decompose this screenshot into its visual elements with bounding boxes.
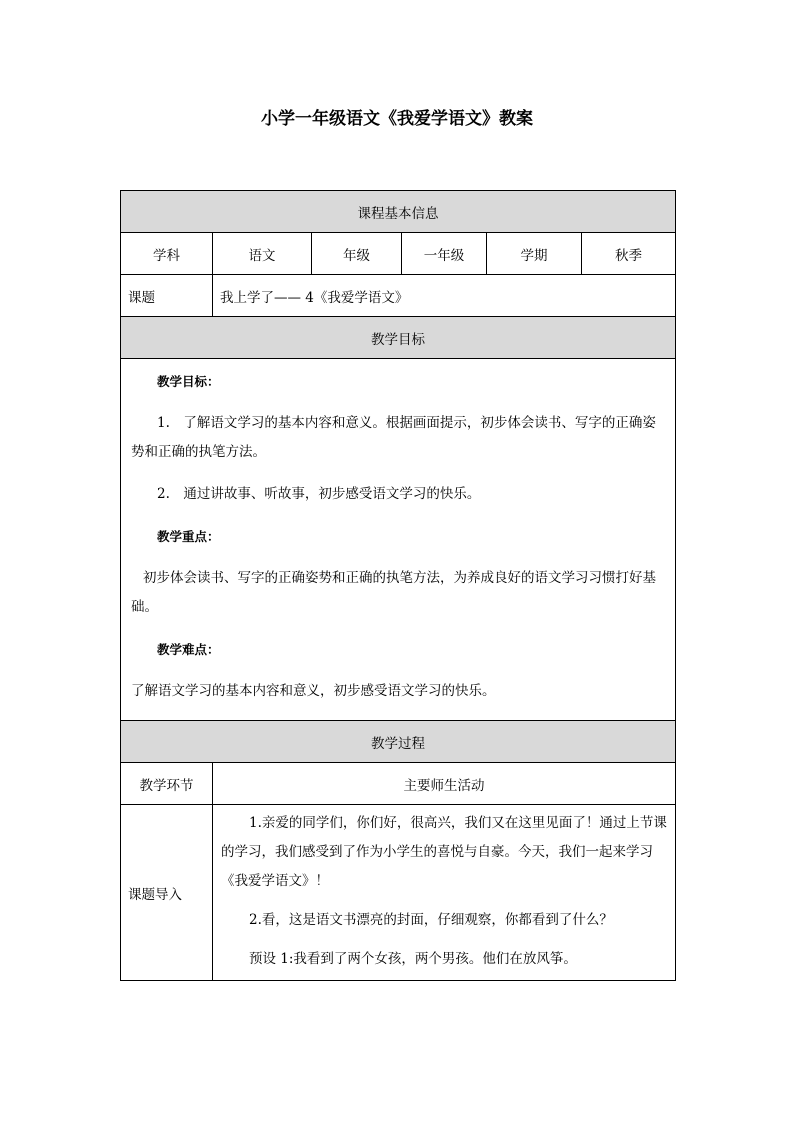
- document-title: 小学一年级语文《我爱学语文》教案: [261, 109, 533, 129]
- activity-column-header: 主要师生活动: [213, 763, 676, 805]
- goals-cell: [121, 359, 676, 721]
- basic-info-header: 课程基本信息: [121, 191, 676, 233]
- goal-item-1: 1. 了解语文学习的基本内容和意义。根据画面提示，初步体会读书、写字的正确姿势和正确的执笔方法。: [131, 415, 656, 460]
- stage-name: 课题导入: [121, 805, 213, 981]
- stage-column-header: 教学环节: [121, 763, 213, 805]
- activity-cell: [213, 805, 676, 981]
- activity-paragraph-3: 预设 1:我看到了两个女孩，两个男孩。他们在放风筝。: [249, 951, 577, 967]
- goals-heading: 教学目标：: [157, 374, 220, 389]
- term-label: 学期: [487, 233, 582, 275]
- subject-label: 学科: [121, 233, 213, 275]
- difficulties-text: 了解语文学习的基本内容和意义，初步感受语文学习的快乐。: [131, 683, 496, 699]
- goal-item-2: 2. 通过讲故事、听故事，初步感受语文学习的快乐。: [157, 486, 481, 502]
- topic-label: 课题: [121, 275, 213, 317]
- goals-header: 教学目标: [121, 317, 676, 359]
- topic-value: 我上学了—— 4《我爱学语文》: [213, 275, 676, 317]
- process-header: 教学过程: [121, 721, 676, 763]
- term-value: 秋季: [582, 233, 676, 275]
- lesson-plan-table: [120, 190, 676, 981]
- subject-value: 语文: [213, 233, 312, 275]
- grade-label: 年级: [312, 233, 402, 275]
- grade-value: 一年级: [402, 233, 487, 275]
- key-points-heading: 教学重点：: [157, 529, 220, 544]
- activity-paragraph-2: 2.看，这是语文书漂亮的封面，仔细观察，你都看到了什么？: [249, 912, 613, 928]
- difficulties-heading: 教学难点：: [157, 642, 220, 657]
- key-points-text: 初步体会读书、写字的正确姿势和正确的执笔方法，为养成良好的语文学习习惯打好基础。: [131, 570, 656, 615]
- activity-paragraph-1: 1.亲爱的同学们，你们好，很高兴，我们又在这里见面了！通过上节课的学习，我们感受到了作为小学生的喜悦与自豪。今天，我们一起来学习《我爱学语文》！: [221, 815, 667, 889]
